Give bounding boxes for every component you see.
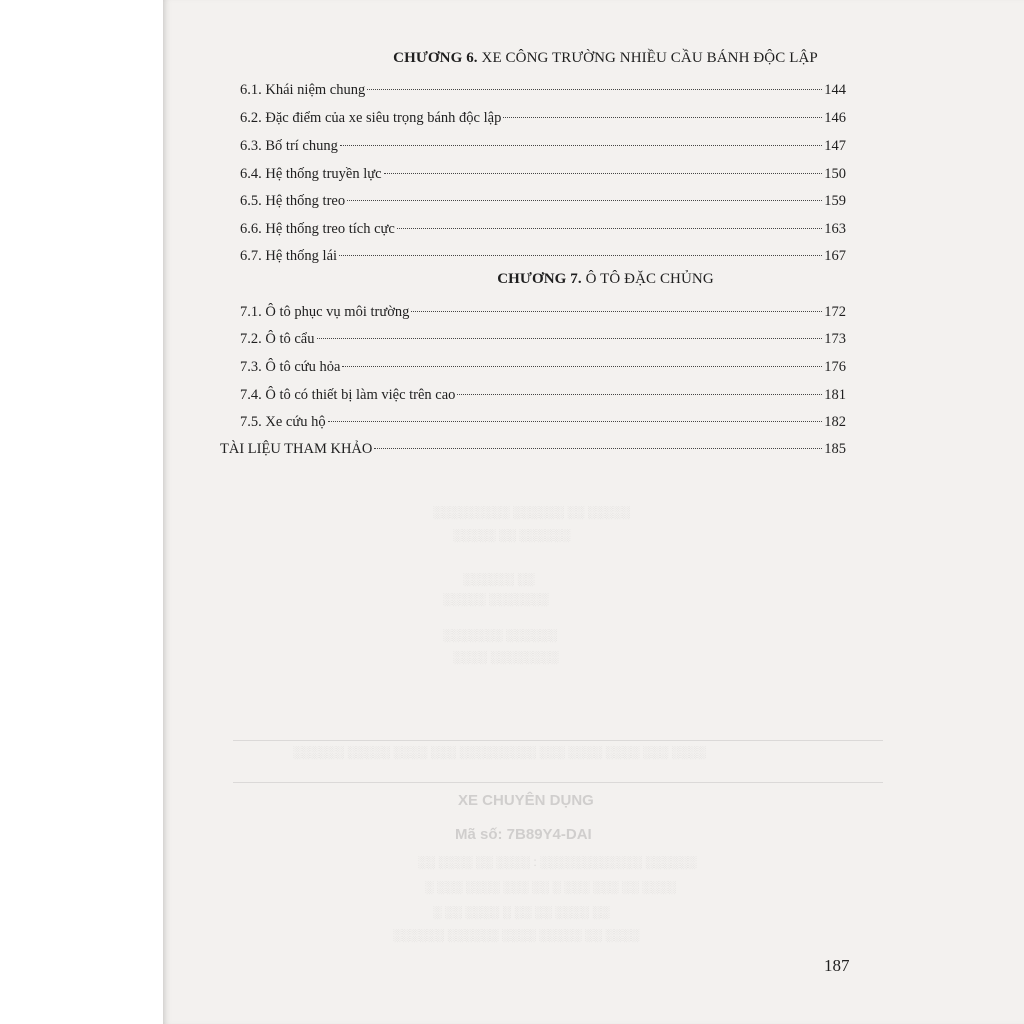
toc-entry-label: 7.3. Ô tô cứu hỏa	[240, 358, 341, 375]
references-entry[interactable]	[220, 437, 846, 457]
leader-dots	[367, 74, 822, 90]
toc-entry[interactable]	[240, 300, 846, 320]
show-through-text: ░░ ░░░░ ░░ ░░░░ : ░░░░░░░░░░░░ ░░░░░░	[418, 855, 697, 869]
leader-dots	[317, 323, 823, 339]
toc-entry-label: 6.1. Khái niệm chung	[240, 81, 366, 98]
toc-entry-page: 147	[824, 137, 846, 154]
toc-entry-label: 6.2. Đặc điểm của xe siêu trọng bánh độc lập	[240, 109, 502, 126]
toc-entry-label: 7.2. Ô tô cẩu	[240, 330, 315, 347]
chapter-heading	[163, 50, 1024, 67]
show-through-text: ░ ░░░ ░░░░ ░░░ ░░ ░ ░░░ ░░░ ░░ ░░░░	[425, 880, 677, 894]
toc-entry-page: 144	[824, 81, 846, 98]
show-through-text: ░░░░░ ░░░░░░░	[443, 592, 549, 606]
toc-entry-label: 6.6. Hệ thống treo tích cực	[240, 220, 395, 237]
leader-dots	[347, 185, 822, 201]
show-through-rule	[233, 740, 883, 741]
page-number: 187	[824, 956, 850, 975]
toc-entry-label: 6.3. Bố trí chung	[240, 137, 338, 154]
toc-entry-label: 6.4. Hệ thống truyền lực	[240, 165, 382, 182]
show-through-rule	[233, 782, 883, 783]
leader-dots	[397, 213, 822, 229]
chapter-number: CHƯƠNG 6.	[393, 50, 478, 66]
toc-entry-label: 7.1. Ô tô phục vụ môi trường	[240, 303, 410, 320]
show-through-text: ░░░░░░ ░░░░░░ ░░░░ ░░░░░ ░░ ░░░░	[393, 928, 640, 942]
toc-entry[interactable]	[240, 106, 846, 126]
toc-entry-page: 176	[824, 358, 846, 375]
book-page	[163, 0, 1024, 1024]
leader-dots	[374, 433, 822, 449]
toc-entry[interactable]	[240, 383, 846, 403]
leader-dots	[457, 379, 822, 395]
show-through-text: ░░░░░░ ░░░░░ ░░░░ ░░░ ░░░░░░░░░ ░░░ ░░░░ ░░░░ ░░░ ░░░░	[293, 745, 706, 759]
toc-entry-page: 163	[824, 220, 846, 237]
toc-entry[interactable]	[240, 134, 846, 154]
show-through-text: ░░░░ ░░░░░░░░	[453, 650, 559, 664]
show-through-text: ░ ░░ ░░░░ ░ ░░ ░░ ░░░░ ░░	[433, 905, 610, 919]
leader-dots	[328, 406, 823, 422]
toc-entry-label: 7.5. Xe cứu hộ	[240, 413, 326, 430]
leader-dots	[384, 158, 823, 174]
toc-entry[interactable]	[240, 355, 846, 375]
toc-entry-label: 6.7. Hệ thống lái	[240, 247, 338, 264]
toc-entry[interactable]	[240, 217, 846, 237]
toc-entry-page: 181	[824, 386, 846, 403]
toc-entry-page: 146	[824, 109, 846, 126]
toc-entry-label: 7.4. Ô tô có thiết bị làm việc trên cao	[240, 386, 456, 403]
leader-dots	[503, 102, 822, 118]
show-through-text: ░░░░░░░░░ ░░░░░░ ░░ ░░░░░	[433, 505, 631, 519]
toc-entry-page: 159	[824, 192, 846, 209]
toc-entry[interactable]	[240, 327, 846, 347]
chapter-heading	[163, 271, 1024, 288]
leader-dots	[342, 351, 822, 367]
toc-entry[interactable]	[240, 244, 846, 264]
references-page: 185	[824, 440, 846, 457]
toc-entry-page: 172	[824, 303, 846, 320]
toc-entry[interactable]	[240, 189, 846, 209]
leader-dots	[411, 296, 822, 312]
toc-entry-page: 173	[824, 330, 846, 347]
toc-entry-label: 6.5. Hệ thống treo	[240, 192, 346, 209]
show-through-title: XE CHUYÊN DỤNG	[458, 792, 594, 809]
toc-entry-page: 182	[824, 413, 846, 430]
chapter-title: Ô TÔ ĐẶC CHỦNG	[585, 271, 714, 287]
toc-entry[interactable]	[240, 78, 846, 98]
toc-entry-page: 150	[824, 165, 846, 182]
show-through-code: Mã số: 7B89Y4-DAI	[455, 826, 592, 843]
references-label: TÀI LIỆU THAM KHẢO	[220, 440, 373, 457]
toc-entry-page: 167	[824, 247, 846, 264]
chapter-number: CHƯƠNG 7.	[497, 271, 582, 287]
show-through-text: ░░░░░░ ░░	[463, 572, 535, 586]
toc-entry[interactable]	[240, 162, 846, 182]
chapter-title: XE CÔNG TRƯỜNG NHIỀU CẦU BÁNH ĐỘC LẬP	[481, 50, 818, 66]
show-through-text: ░░░░░░░ ░░░░░░	[443, 628, 557, 642]
leader-dots	[340, 130, 822, 146]
show-through-text: ░░░░░ ░░ ░░░░░░	[453, 528, 571, 542]
leader-dots	[339, 240, 822, 256]
toc-entry[interactable]	[240, 410, 846, 430]
